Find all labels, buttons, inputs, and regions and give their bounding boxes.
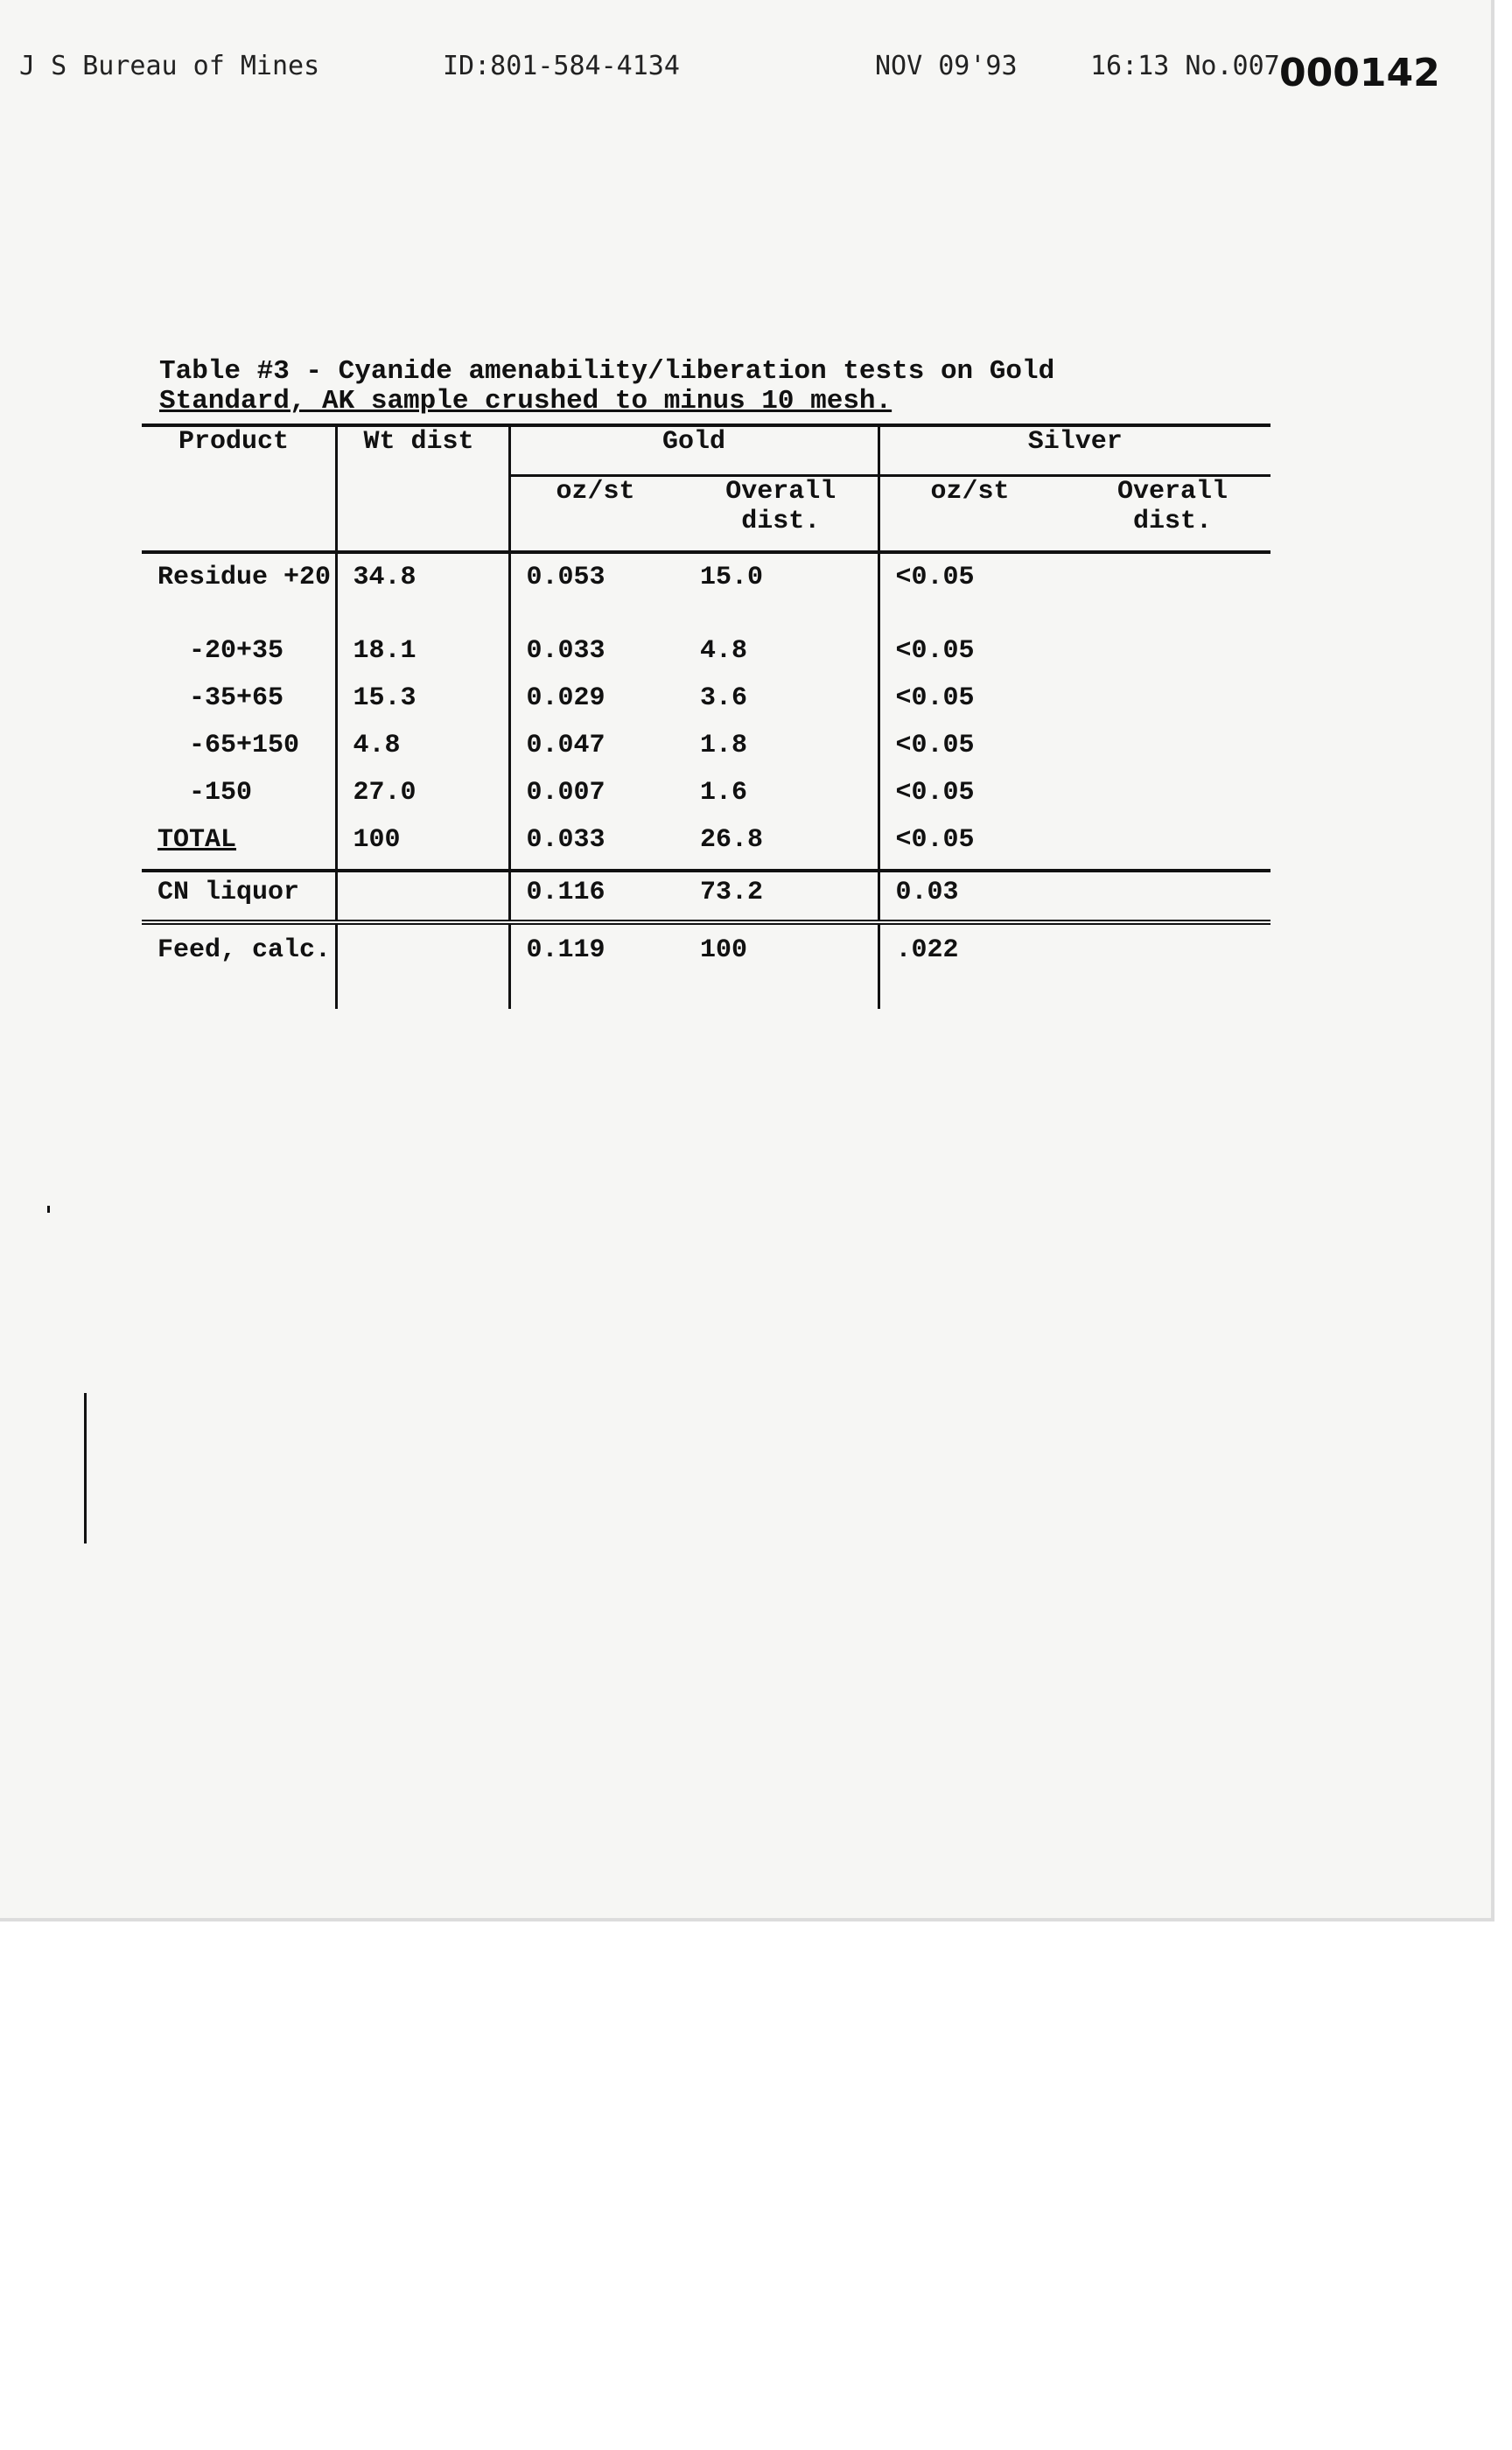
cell-ag-dist xyxy=(1074,922,1270,1009)
cell-wt xyxy=(336,922,509,1009)
cell-au-dist: 3.6 xyxy=(700,683,748,713)
cell-ag-oz: <0.05 xyxy=(878,552,1074,636)
table-caption xyxy=(159,357,1166,416)
cell-product: -35+65 xyxy=(189,683,284,713)
cell-product: TOTAL xyxy=(142,825,336,871)
cell-wt: 4.8 xyxy=(336,731,509,778)
caption-line-1: Table #3 - Cyanide amenability/liberation tests on Gold xyxy=(159,356,1055,387)
page-stamp: 000142 xyxy=(1279,51,1440,95)
table-row-cn-liquor xyxy=(142,871,1270,922)
cell-product: -20+35 xyxy=(189,636,284,666)
cell-ag-oz: .022 xyxy=(878,922,1074,1009)
table-row xyxy=(142,552,1270,636)
cell-au-dist: 4.8 xyxy=(700,636,748,666)
header-silver-ozst: oz/st xyxy=(878,476,1074,553)
cell-ag-dist xyxy=(1074,731,1270,778)
cell-au-oz: 0.053 xyxy=(509,552,684,636)
cell-ag-oz: 0.03 xyxy=(878,871,1074,922)
cell-au-dist: 26.8 xyxy=(684,825,878,871)
cell-ag-dist xyxy=(1074,683,1270,731)
header-wt-dist: Wt dist xyxy=(336,425,509,552)
cell-ag-oz: <0.05 xyxy=(878,683,1074,731)
fax-header xyxy=(0,51,1494,94)
table-row xyxy=(142,731,1270,778)
cell-product: -65+150 xyxy=(189,731,300,760)
cell-wt: 27.0 xyxy=(336,778,509,825)
cell-ag-dist xyxy=(1074,636,1270,683)
cell-wt: 100 xyxy=(336,825,509,871)
cyanide-test-table xyxy=(142,424,1270,1009)
cell-ag-oz: <0.05 xyxy=(878,731,1074,778)
cell-au-oz: 0.033 xyxy=(509,825,684,871)
cell-ag-dist xyxy=(1074,552,1270,636)
table-row xyxy=(142,778,1270,825)
cell-au-dist: 1.8 xyxy=(700,731,748,760)
cell-au-dist: 73.2 xyxy=(684,871,878,922)
cell-product: -150 xyxy=(189,778,253,808)
cell-ag-oz: <0.05 xyxy=(878,778,1074,825)
cell-au-dist: 15.0 xyxy=(684,552,878,636)
table-row xyxy=(142,683,1270,731)
cell-ag-dist xyxy=(1074,778,1270,825)
cell-au-oz: 0.119 xyxy=(509,922,684,1009)
cell-wt: 15.3 xyxy=(336,683,509,731)
cell-ag-dist xyxy=(1074,871,1270,922)
cell-au-oz: 0.029 xyxy=(509,683,684,731)
cell-ag-oz: <0.05 xyxy=(878,825,1074,871)
header-silver-overall: Overall dist. xyxy=(1074,476,1270,553)
caption-line-2: Standard, AK sample crushed to minus 10 mesh. xyxy=(159,386,892,416)
cell-product: Residue +20 xyxy=(142,552,336,636)
ink-speck xyxy=(47,1206,50,1213)
header-product: Product xyxy=(142,425,336,552)
cell-wt: 34.8 xyxy=(336,552,509,636)
table-row-feed-calc xyxy=(142,922,1270,1009)
fax-sender: J S Bureau of Mines xyxy=(19,51,320,81)
cell-product: Feed, calc. xyxy=(158,935,332,965)
table-row xyxy=(142,636,1270,683)
header-gold: Gold xyxy=(509,425,878,476)
cell-wt: 18.1 xyxy=(336,636,509,683)
header-gold-overall: Overall dist. xyxy=(684,476,878,553)
margin-mark xyxy=(84,1393,87,1544)
cell-au-dist: 1.6 xyxy=(700,778,748,808)
fax-id: ID:801-584-4134 xyxy=(443,51,680,81)
cell-au-oz: 0.116 xyxy=(509,871,684,922)
fax-date: NOV 09'93 xyxy=(875,51,1018,81)
header-silver: Silver xyxy=(878,425,1270,476)
cell-ag-oz: <0.05 xyxy=(878,636,1074,683)
cell-ag-dist xyxy=(1074,825,1270,871)
cell-au-oz: 0.007 xyxy=(509,778,684,825)
cell-au-oz: 0.047 xyxy=(509,731,684,778)
cell-au-dist: 100 xyxy=(700,935,748,965)
fax-time-number: 16:13 No.007 xyxy=(1090,51,1280,81)
header-gold-ozst: oz/st xyxy=(509,476,684,553)
table-row-total xyxy=(142,825,1270,871)
cell-product: CN liquor xyxy=(142,871,336,922)
cell-au-oz: 0.033 xyxy=(509,636,684,683)
cell-wt xyxy=(336,871,509,922)
